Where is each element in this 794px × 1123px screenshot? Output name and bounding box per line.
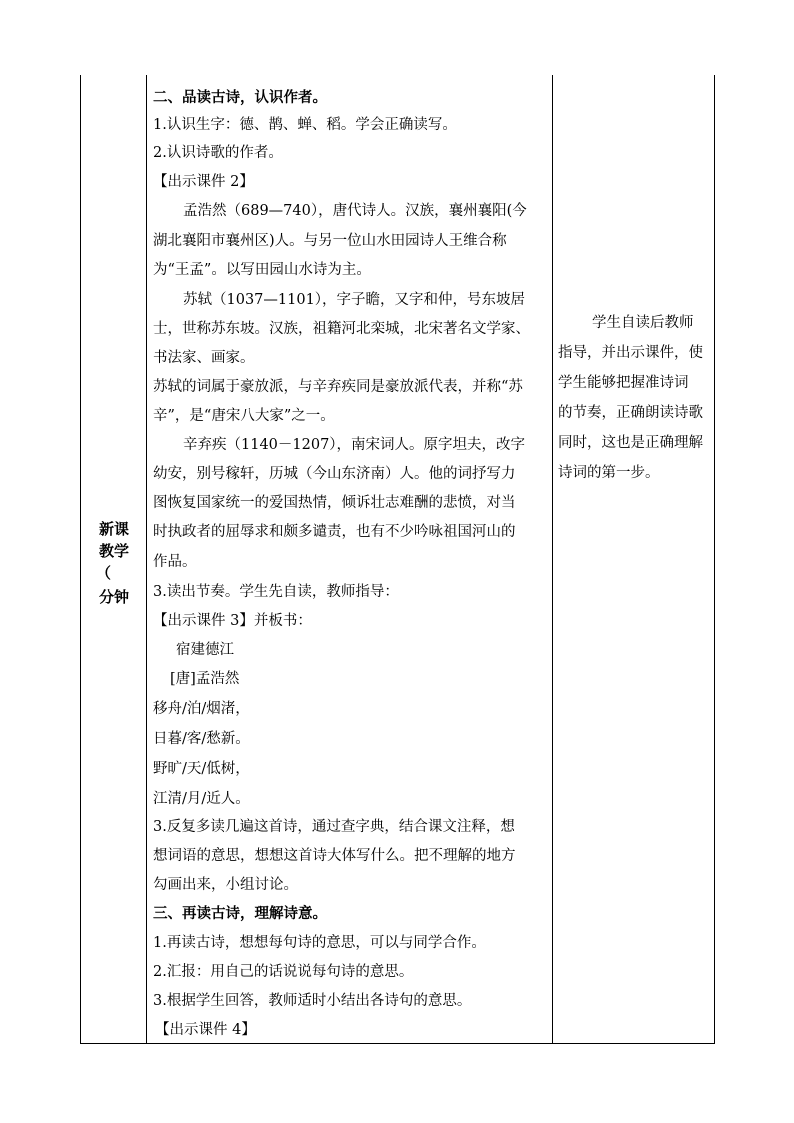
reread-line-3: 勾画出来，小组讨论。 xyxy=(153,877,298,893)
table-divider-2 xyxy=(552,75,553,1044)
poem-line-4: 江清/月/近人。 xyxy=(153,791,250,807)
meng-line-1: 孟浩然（689—740），唐代诗人。汉族，襄州襄阳(今 xyxy=(183,203,527,219)
xin-line-4: 时执政者的屈辱求和颇多谴责，也有不少吟咏祖国河山的 xyxy=(153,524,516,540)
para-recognize-characters: 1.认识生字：德、鹊、蝉、稻。学会正确读写。 xyxy=(153,117,457,133)
design-intent-note xyxy=(558,308,710,488)
section-label-line3: （ xyxy=(96,564,112,582)
heading-2: 二、品读古诗，认识作者。 xyxy=(153,89,327,106)
table-border-left xyxy=(80,75,81,1044)
para-read-rhythm: 3.读出节奏。学生先自读，教师指导： xyxy=(153,584,399,600)
para-report: 2.汇报：用自己的话说说每句诗的意思。 xyxy=(153,964,414,980)
xin-line-2: 幼安，别号稼轩，历城（今山东济南）人。他的词抒写力 xyxy=(153,466,516,482)
para-summary: 3.根据学生回答，教师适时小结出各诗句的意思。 xyxy=(153,993,472,1009)
heading-3: 三、再读古诗，理解诗意。 xyxy=(153,905,327,922)
note-line-2: 指导，并出示课件，使 xyxy=(558,345,703,361)
xin-line-3: 图恢复国家统一的爱国热情，倾诉壮志难酬的悲愤，对当 xyxy=(153,495,516,511)
note-line-1: 学生自读后教师 xyxy=(592,315,694,331)
courseware-4: 【出示课件 4】 xyxy=(155,1022,256,1038)
su-line-4: 苏轼的词属于豪放派，与辛弃疾同是豪放派代表，并称“苏 xyxy=(153,379,523,395)
para-know-author: 2.认识诗歌的作者。 xyxy=(153,145,283,161)
su-line-1: 苏轼（1037—1101），字子瞻，又字和仲，号东坡居 xyxy=(183,292,526,308)
note-line-4: 的节奏，正确朗读诗歌 xyxy=(558,405,703,421)
su-line-5: 辛”，是“唐宋八大家”之一。 xyxy=(153,408,335,424)
xin-line-1: 辛弃疾（1140－1207），南宋词人。原字坦夫，改字 xyxy=(183,437,526,453)
courseware-3: 【出示课件 3】并板书： xyxy=(153,613,312,629)
su-line-2: 士，世称苏东坡。汉族，祖籍河北栾城，北宋著名文学家、 xyxy=(153,321,530,337)
reread-line-1: 3.反复多读几遍这首诗，通过查字典，结合课文注释，想 xyxy=(153,819,515,835)
poem-line-3: 野旷/天/低树， xyxy=(153,761,250,777)
poem-title: 宿建德江 xyxy=(176,642,234,658)
table-border-right xyxy=(714,75,715,1044)
para-reread-meaning: 1.再读古诗，想想每句诗的意思，可以与同学合作。 xyxy=(153,935,486,951)
table-divider-1 xyxy=(146,75,147,1044)
poem-line-1: 移舟/泊/烟渚， xyxy=(153,701,250,717)
poem-author: [唐]孟浩然 xyxy=(170,671,240,687)
note-line-5: 同时，这也是正确理解 xyxy=(558,435,703,451)
courseware-2: 【出示课件 2】 xyxy=(153,174,254,190)
section-label-line1: 新课 xyxy=(98,520,129,538)
poem-line-2: 日暮/客/愁新。 xyxy=(153,731,250,747)
meng-line-3: 为“王孟”。以写田园山水诗为主。 xyxy=(153,262,371,278)
note-line-3: 学生能够把握准诗词 xyxy=(558,375,689,391)
section-label-line4: 分钟 xyxy=(98,588,129,606)
xin-line-5: 作品。 xyxy=(153,554,197,570)
su-line-3: 书法家、画家。 xyxy=(153,350,255,366)
section-label xyxy=(84,518,144,608)
table-border-bottom xyxy=(80,1043,715,1044)
note-line-6: 诗词的第一步。 xyxy=(558,465,660,481)
meng-line-2: 湖北襄阳市襄州区)人。与另一位山水田园诗人王维合称 xyxy=(153,233,507,249)
reread-line-2: 想词语的意思，想想这首诗大体写什么。把不理解的地方 xyxy=(153,848,516,864)
section-label-line2: 教学 xyxy=(98,542,129,560)
